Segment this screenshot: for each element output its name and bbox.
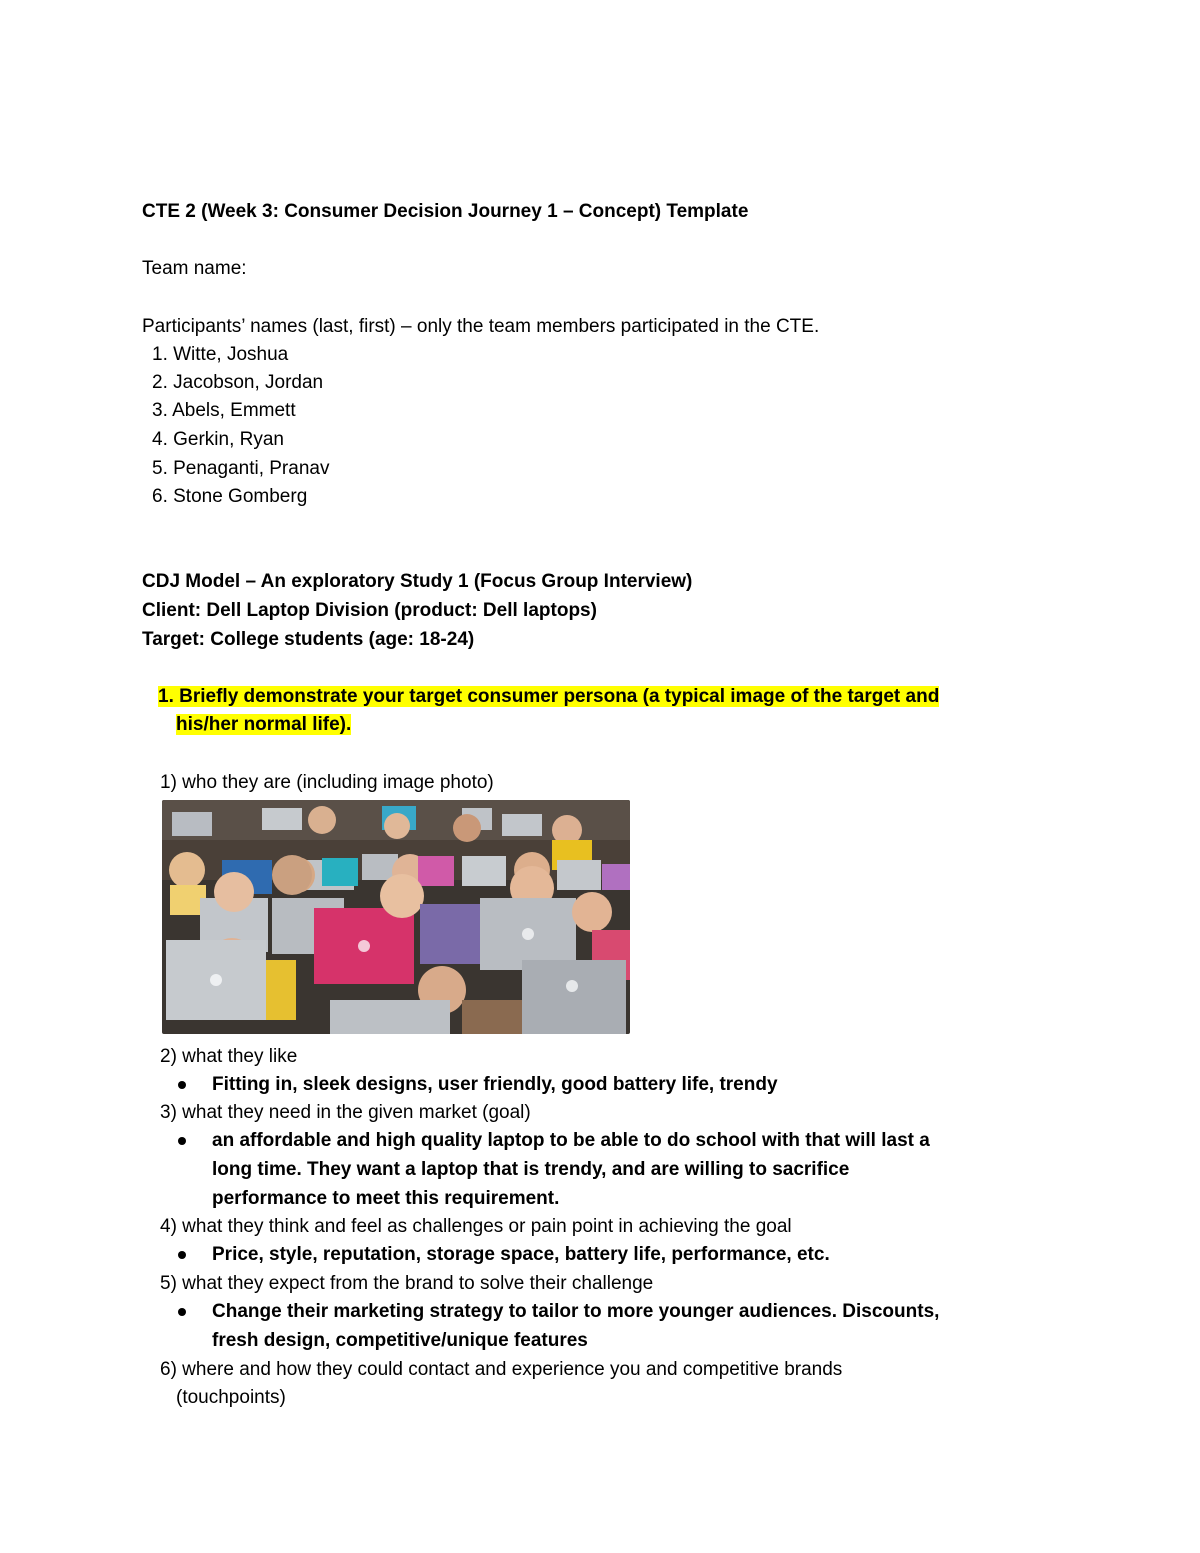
answer-what-they-need-2: long time. They want a laptop that is trendy, and are willing to sacrifice [212,1159,850,1180]
participant-item: 2. Jacobson, Jordan [152,372,324,393]
question-1-line-2 [176,712,351,738]
answer-what-they-need-3: performance to meet this requirement. [212,1188,560,1209]
answer-what-they-like: Fitting in, sleek designs, user friendly, good battery life, trendy [212,1074,778,1095]
participant-item: 1. Witte, Joshua [152,344,289,365]
item-who-they-are: 1) who they are (including image photo) [160,772,494,793]
participants-label: Participants’ names (last, first) – only the team members participated in the CTE. [142,316,820,337]
item-touchpoints-1: 6) where and how they could contact and experience you and competitive brands [160,1359,843,1380]
answer-expectations-1: Change their marketing strategy to tailor to more younger audiences. Discounts, [212,1301,940,1322]
item-expectations: 5) what they expect from the brand to solve their challenge [160,1273,654,1294]
item-what-they-like: 2) what they like [160,1046,298,1067]
answer-expectations-2: fresh design, competitive/unique features [212,1330,588,1351]
study-heading: CDJ Model – An exploratory Study 1 (Focus Group Interview) [142,571,693,592]
item-challenges: 4) what they think and feel as challenges or pain point in achieving the goal [160,1216,792,1237]
bullet-icon [178,1137,186,1145]
document-title: CTE 2 (Week 3: Consumer Decision Journey 1 – Concept) Template [142,201,749,222]
team-name-label: Team name: [142,258,247,279]
students-photo [162,800,630,1034]
participant-item: 5. Penaganti, Pranav [152,458,330,479]
participant-item: 3. Abels, Emmett [152,400,296,421]
item-what-they-need: 3) what they need in the given market (goal) [160,1102,531,1123]
question-1-line-1 [158,684,939,710]
participant-item: 4. Gerkin, Ryan [152,429,284,450]
study-target: Target: College students (age: 18-24) [142,629,475,650]
answer-what-they-need-1: an affordable and high quality laptop to be able to do school with that will last a [212,1130,930,1151]
lecture-hall-image [162,800,630,1034]
participant-item: 6. Stone Gomberg [152,486,308,507]
study-client: Client: Dell Laptop Division (product: Dell laptops) [142,600,597,621]
answer-challenges: Price, style, reputation, storage space, battery life, performance, etc. [212,1244,830,1265]
question-1-highlight: 1. Briefly demonstrate your target consumer persona (a typical image of the target and [158,686,940,707]
item-touchpoints-2: (touchpoints) [176,1387,286,1408]
bullet-icon [178,1081,186,1089]
bullet-icon [178,1251,186,1259]
question-1-highlight: his/her normal life). [176,714,352,735]
bullet-icon [178,1308,186,1316]
